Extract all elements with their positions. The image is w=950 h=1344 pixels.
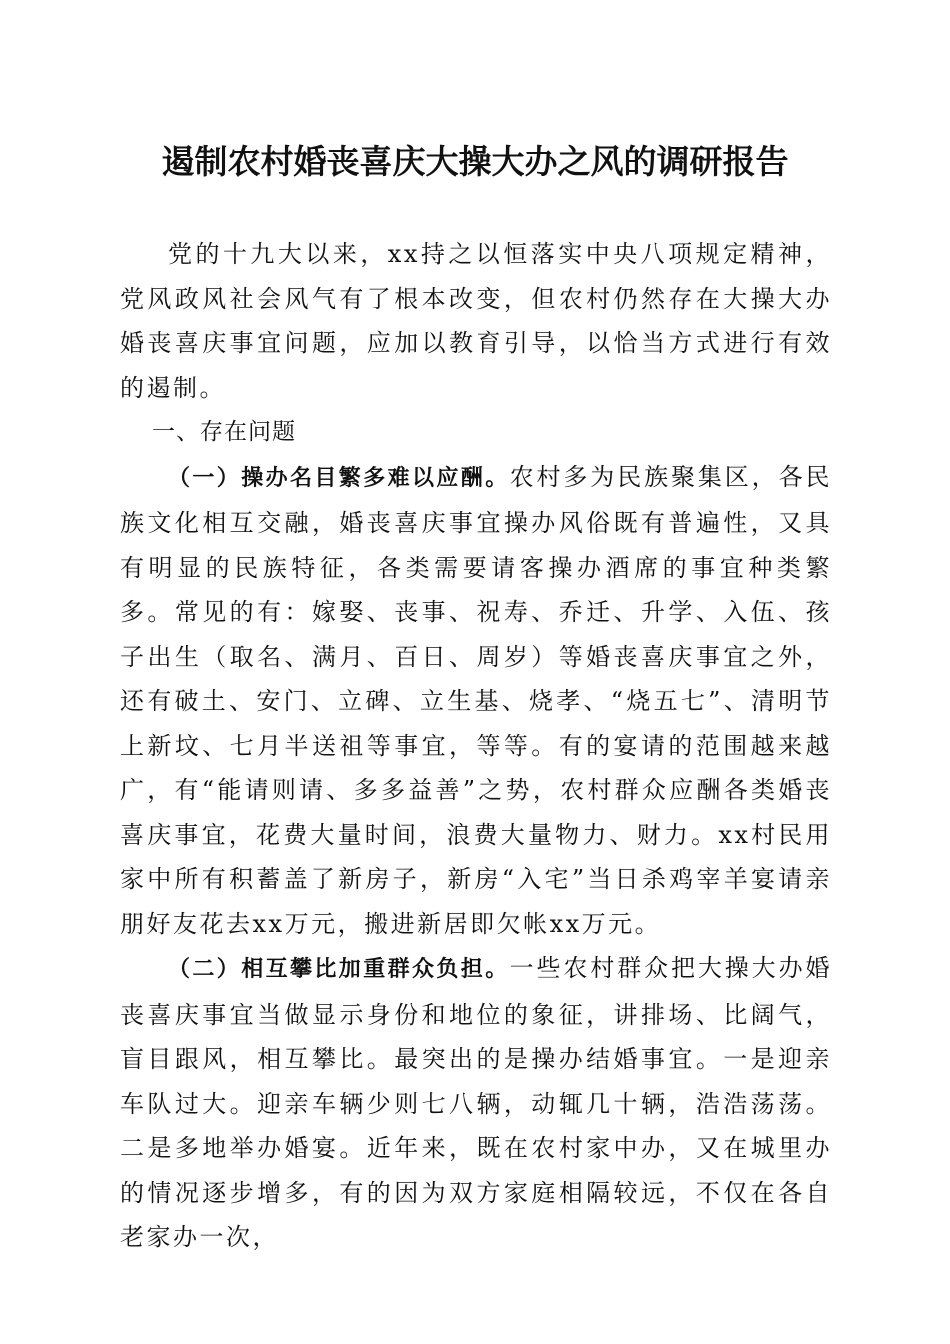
document-body — [120, 232, 832, 1260]
intro-paragraph: 党的十九大以来，xx持之以恒落实中央八项规定精神，党风政风社会风气有了根本改变，但农村仍然存在大操大办婚丧喜庆事宜问题，应加以教育引导，以恰当方式进行有效的遏制。 — [120, 240, 832, 402]
item-lead-1: （一）操办名目繁多难以应酬。 — [168, 465, 510, 491]
item-text-2: 一些农村群众把大操大办婚丧喜庆事宜当做显示身份和地位的象征，讲排场、比阔气，盲目跟风，相互攀比。最突出的是操办结婚事宜。一是迎亲车队过大。迎亲车辆少则七八辆，动辄几十辆，浩浩荡荡。二是多地举办婚宴。近年来，既在农村家中办，又在城里办的情况逐步增多，有的因为双方家庭相隔较远，不仅在各自老家办一次， — [120, 954, 832, 1251]
item-paragraph-1 — [120, 455, 832, 947]
item-paragraph-2 — [120, 946, 832, 1260]
section-heading: 一、存在问题 — [152, 419, 296, 445]
item-text-1: 农村多为民族聚集区，各民族文化相互交融，婚丧喜庆事宜操办风俗既有普遍性，又具有明显的民族特征，各类需要请客操办酒席的事宜种类繁多。常见的有：嫁娶、丧事、祝寿、乔迁、升学、入伍、孩子出生（取名、满月、百日、周岁）等婚丧喜庆事宜之外，还有破土、安门、立碑、立生基、烧孝、“烧五七”、清明节上新坟、七月半送祖等事宜，等等。有的宴请的范围越来越广，有“能请则请、多多益善”之势，农村群众应酬各类婚丧喜庆事宜，花费大量时间，浪费大量物力、财力。xx村民用家中所有积蓄盖了新房子，新房“入宅”当日杀鸡宰羊宴请亲朋好友花去xx万元，搬进新居即欠帐xx万元。 — [120, 462, 832, 938]
document-title: 遏制农村婚丧喜庆大操大办之风的调研报告 — [161, 142, 789, 181]
item-lead-2: （二）相互攀比加重群众负担。 — [168, 957, 510, 982]
